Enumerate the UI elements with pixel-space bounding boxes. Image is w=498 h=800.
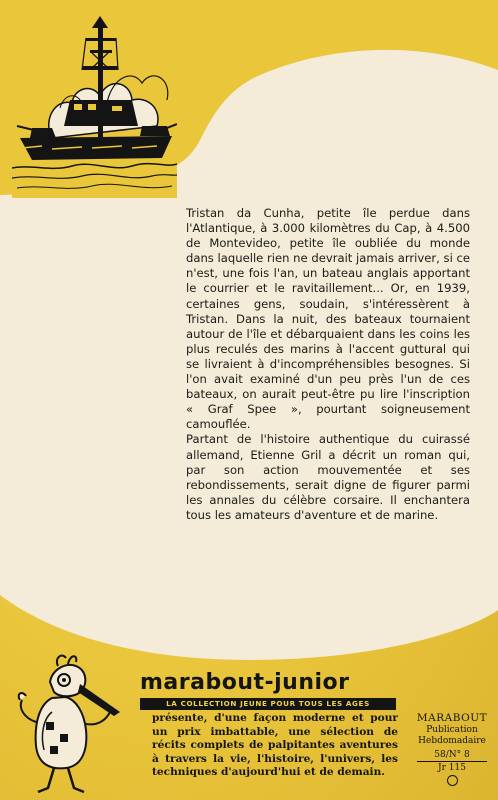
brand-tagline-banner: LA COLLECTION JEUNE POUR TOUS LES AGES	[140, 698, 396, 710]
publisher-line-1: Publication	[426, 725, 478, 735]
marabout-bird-mascot-icon	[10, 642, 145, 794]
publisher-line-2: Hebdomadaire	[418, 736, 486, 746]
blurb-text	[186, 206, 470, 523]
price-code: Jr 115	[438, 763, 466, 773]
battleship-illustration	[12, 8, 177, 198]
blurb-paragraph-2: Partant de l'histoire authentique du cuirassé allemand, Etienne Gril a décrit un roman qui, par son action mouvementée et ses rebondissements, serait digne de figurer parmi les annales du célèbre corsaire. Il enchantera tous les amateurs d'aventure et de marine.	[186, 432, 470, 522]
publisher-block	[410, 712, 494, 786]
promo-text	[152, 712, 398, 780]
promo-paragraph: présente, d'une façon moderne et pour un prix imbattable, une sélection de récits complets de palpitantes aventures à travers la vie, l'histoire, l'univers, les techniques d'aujourd'hui et de demain.	[152, 712, 398, 779]
publisher-name: MARABOUT	[416, 712, 488, 724]
brand-title: marabout-junior	[140, 670, 350, 695]
blurb-paragraph-1: Tristan da Cunha, petite île perdue dans l'Atlantique, à 3.000 kilomètres du Cap, à 4.500 de Montevideo, petite île oubliée du monde dans laquelle rien ne devrait jamais arriver, si ce n'est, une fois l'an, un bateau anglais apportant le courrier et le ravitaillement... Or, en 1939, certaines gens, soudain, s'intéressèrent à Tristan. Dans la nuit, des bateaux tournaient autour de l'île et débarquaient dans les coins les plus reculés des marins à l'accent guttural qui se livraient à d'incompréhensibles besognes. Si l'on avait examiné d'un peu près l'un de ces bateaux, on aurait peut-être pu lire l'inscription « Graf Spee », pourtant soigneusement camouflée.	[186, 206, 470, 432]
circle-mark-icon	[447, 775, 458, 786]
issue-number: 58/N° 8	[434, 750, 470, 760]
